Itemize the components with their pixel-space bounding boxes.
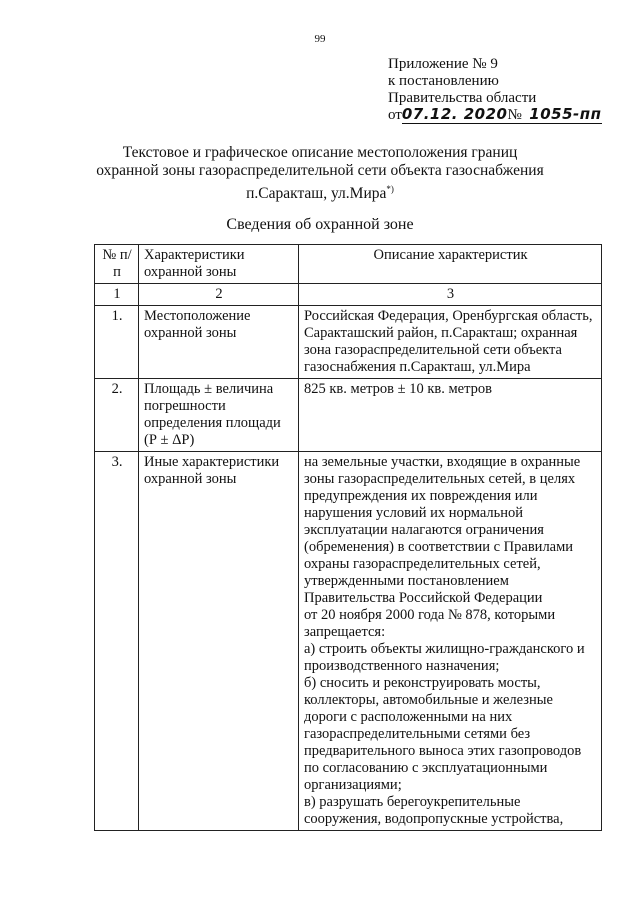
- row-characteristic: Площадь ± величина погрешности определения площади (Р ± ΔР): [139, 379, 299, 452]
- title-line-1: Текстовое и графическое описание местоположения границ: [122, 144, 518, 161]
- description-line: (обременения) в соответствии с Правилами: [304, 539, 574, 555]
- description-line: зоны газораспределительных сетей, в целях: [304, 471, 576, 487]
- column-numbers-row: [95, 284, 602, 306]
- description-line: предварительного выноса этих газопроводов: [304, 743, 582, 759]
- description-line: на земельные участки, входящие в охранные: [304, 454, 581, 470]
- description-line: запрещается:: [304, 624, 386, 640]
- header-characteristic: Характеристики охранной зоны: [139, 245, 299, 284]
- document-title: [0, 144, 640, 203]
- header-description: Описание характеристик: [299, 245, 602, 284]
- description-line: охраны газораспределительных сетей,: [304, 556, 541, 572]
- appendix-date-line: [388, 107, 602, 124]
- description-line: утвержденными постановлением: [304, 573, 509, 589]
- row-number: 2.: [95, 379, 139, 452]
- appendix-government: Правительства области: [388, 90, 537, 106]
- description-line: в) разрушать берегоукрепительные: [304, 794, 521, 810]
- section-subtitle: Сведения об охранной зоне: [226, 216, 414, 233]
- row-characteristic: Местоположение охранной зоны: [139, 306, 299, 379]
- description-line: б) сносить и реконструировать мосты,: [304, 675, 541, 691]
- number-prefix: №: [507, 107, 522, 123]
- appendix-title: Приложение № 9: [388, 56, 498, 72]
- description-line: по согласованию с эксплуатационными: [304, 760, 548, 776]
- table-row: [95, 306, 602, 379]
- description-lines: [304, 454, 597, 828]
- column-number-1: 1: [95, 284, 139, 306]
- appendix-resolution: к постановлению: [388, 73, 499, 89]
- description-line: газораспределительными сетями без: [304, 726, 531, 742]
- footnote-mark: *): [386, 184, 394, 194]
- row-description: 825 кв. метров ± 10 кв. метров: [299, 379, 602, 452]
- description-line: нарушения условий их нормальной: [304, 505, 524, 521]
- description-line: эксплуатации налагаются ограничения: [304, 522, 544, 538]
- column-number-2: 2: [139, 284, 299, 306]
- row-number: 1.: [95, 306, 139, 379]
- header-number: № п/п: [95, 245, 139, 284]
- description-line: дороги с расположенными на них: [304, 709, 513, 725]
- table-row: [95, 379, 602, 452]
- description-line: сооружения, водопропускные устройства,: [304, 811, 564, 827]
- table-header-row: [95, 245, 602, 284]
- column-number-3: 3: [299, 284, 602, 306]
- description-line: от 20 ноября 2000 года № 878, которыми: [304, 607, 556, 623]
- description-line: Правительства Российской Федерации: [304, 590, 543, 606]
- handwritten-number: 1055-пп: [529, 105, 602, 123]
- description-line: предупреждения их повреждения или: [304, 488, 538, 504]
- row-description: [299, 452, 602, 831]
- row-number: 3.: [95, 452, 139, 831]
- row-characteristic: Иные характеристики охранной зоны: [139, 452, 299, 831]
- row-description: Российская Федерация, Оренбургская область, Саракташский район, п.Саракташ; охранная зона газораспределительной сети объекта газоснабжения п.Саракташ, ул.Мира: [299, 306, 602, 379]
- description-line: организациями;: [304, 777, 402, 793]
- description-line: а) строить объекты жилищно-гражданского и: [304, 641, 585, 657]
- appendix-block: [388, 56, 602, 124]
- title-line-3: п.Саракташ, ул.Мира: [246, 185, 387, 203]
- protection-zone-table: [94, 244, 602, 831]
- page-number: 99: [314, 33, 326, 45]
- handwritten-date: 07.12. 2020: [401, 105, 508, 123]
- description-line: производственного назначения;: [304, 658, 500, 674]
- date-prefix: от: [388, 107, 402, 123]
- title-line-2: охранной зоны газораспределительной сети объекта газоснабжения: [96, 162, 544, 179]
- table-row: [95, 452, 602, 831]
- description-line: коллекторы, автомобильные и железные: [304, 692, 553, 708]
